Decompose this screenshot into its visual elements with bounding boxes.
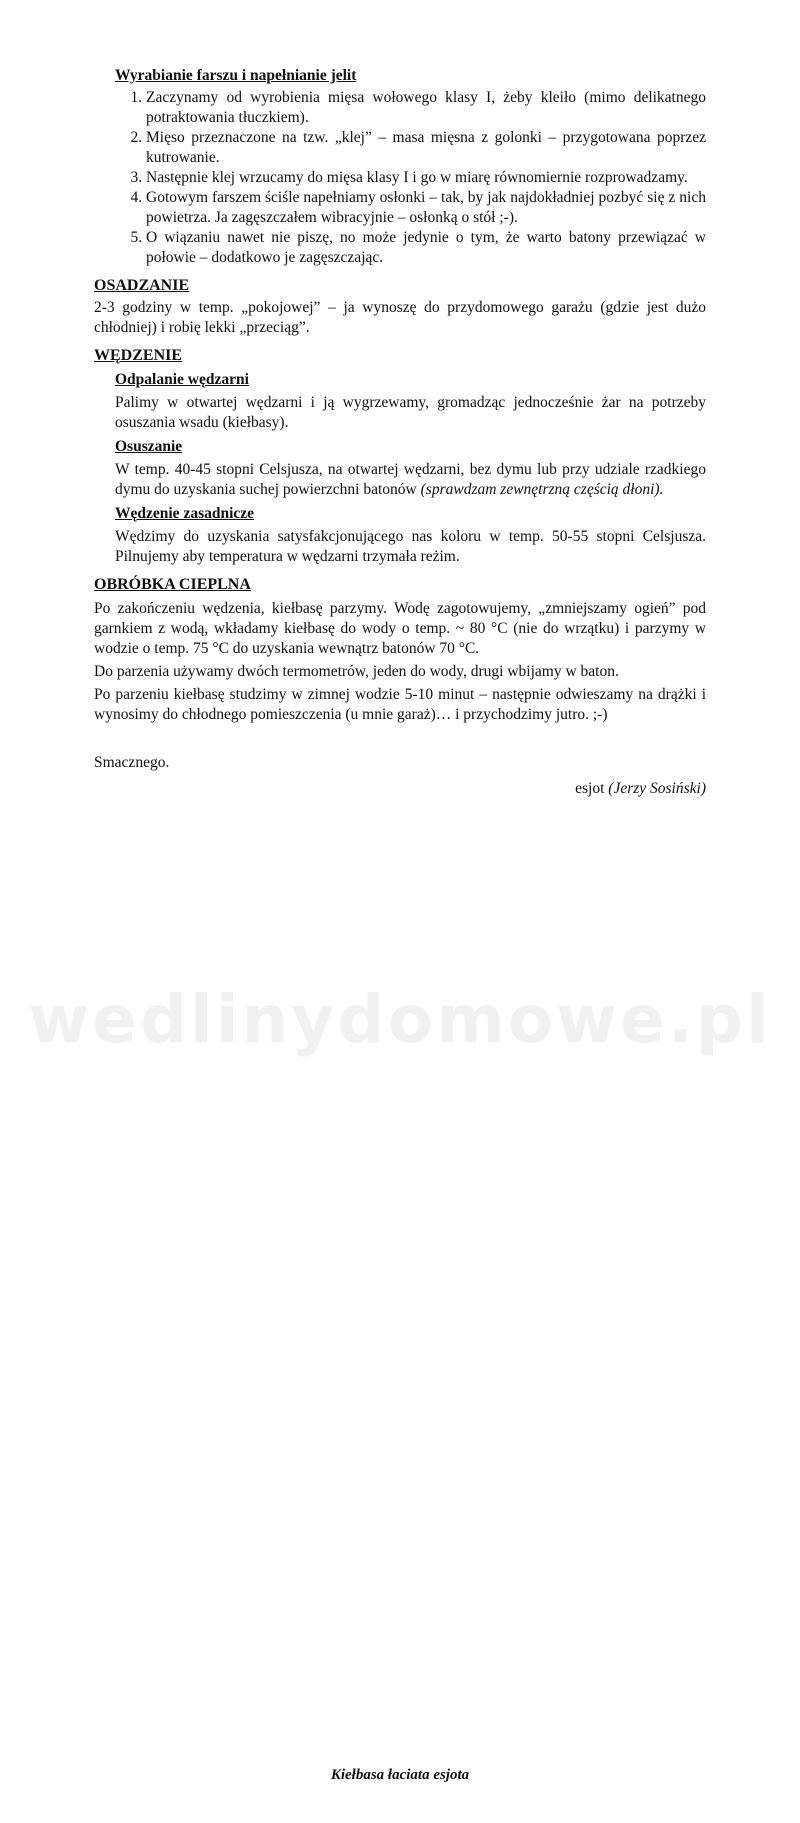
- list-item: 3. Następnie klej wrzucamy do mięsa klasy I i go w miarę równomiernie rozprowadzamy.: [146, 168, 706, 188]
- signature: [94, 779, 706, 799]
- heading-wedzenie: WĘDZENIE: [94, 347, 183, 364]
- signature-name: (Jerzy Sosiński): [608, 780, 706, 797]
- list-item: 1. Zaczynamy od wyrobienia mięsa wołowego klasy I, żeby kleiło (mimo delikatnego potraktowania tłuczkiem).: [146, 88, 706, 128]
- document-page: [94, 66, 706, 799]
- osuszanie-note: (sprawdzam zewnętrzną częścią dłoni).: [420, 481, 664, 498]
- obrobka-paragraph-1: Po zakończeniu wędzenia, kiełbasę parzymy. Wodę zagotowujemy, „zmniejszamy ogień” pod garnkiem z wodą, wkładamy kiełbasę do wody o temp. ~ 80 °C (nie do wrzątku) i parzymy w wodzie o temp. 75 °C do uzyskania wewnątrz batonów 70 °C.: [94, 600, 706, 657]
- greeting: Smacznego.: [94, 754, 170, 771]
- osuszanie-text: [115, 460, 706, 500]
- watermark: wedlinydomowe.pl: [28, 981, 772, 1058]
- osuszanie-main: W temp. 40-45 stopni Celsjusza, na otwartej wędzarni, bez dymu lub przy udziale rzadkiego dymu do uzyskania suchej powierzchni batonów: [115, 461, 706, 498]
- odpalanie-text: Palimy w otwartej wędzarni i ją wygrzewamy, gromadząc jednocześnie żar na potrzeby osuszania wsadu (kiełbasy).: [115, 394, 706, 431]
- footer-title: Kiełbasa łaciata esjota: [330, 1767, 470, 1783]
- section-heading-farsz: Wyrabianie farszu i napełnianie jelit: [115, 67, 357, 84]
- heading-obrobka: OBRÓBKA CIEPLNA: [94, 576, 251, 593]
- subheading-zasadnicze: Wędzenie zasadnicze: [115, 505, 255, 522]
- list-item: 4. Gotowym farszem ściśle napełniamy osłonki – tak, by jak najdokładniej pozbyć się z nich powietrza. Ja zagęszczałem wibracyjnie – osłonką o stół ;-).: [146, 188, 706, 228]
- zasadnicze-text: Wędzimy do uzyskania satysfakcjonującego nas koloru w temp. 50-55 stopni Celsjusza. Pilnujemy aby temperatura w wędzarni trzymała reżim.: [115, 528, 706, 565]
- signature-nick: esjot: [575, 780, 609, 797]
- subheading-osuszanie: Osuszanie: [115, 438, 183, 455]
- list-item: 5. O wiązaniu nawet nie piszę, no może jedynie o tym, że warto batony przewiązać w połowie – dodatkowo je zagęszczając.: [146, 228, 706, 268]
- subheading-odpalanie: Odpalanie wędzarni: [115, 371, 249, 388]
- list-item: 2. Mięso przeznaczone na tzw. „klej” – masa mięsna z golonki – przygotowana poprzez kutrowanie.: [146, 128, 706, 168]
- obrobka-paragraph-3: Po parzeniu kiełbasę studzimy w zimnej wodzie 5-10 minut – następnie odwieszamy na drążki i wynosimy do chłodnego pomieszczenia (u mnie garaż)… i przychodzimy jutro. ;-): [94, 686, 706, 723]
- obrobka-paragraph-2: Do parzenia używamy dwóch termometrów, jeden do wody, drugi wbijamy w baton.: [94, 663, 619, 680]
- heading-osadzanie: OSADZANIE: [94, 277, 190, 294]
- farsz-steps-list: [94, 88, 706, 268]
- page-number: [0, 1803, 706, 1823]
- osadzanie-text: 2-3 godziny w temp. „pokojowej” – ja wynoszę do przydomowego garażu (gdzie jest dużo chłodniej) i robię lekki „przeciąg”.: [94, 299, 706, 336]
